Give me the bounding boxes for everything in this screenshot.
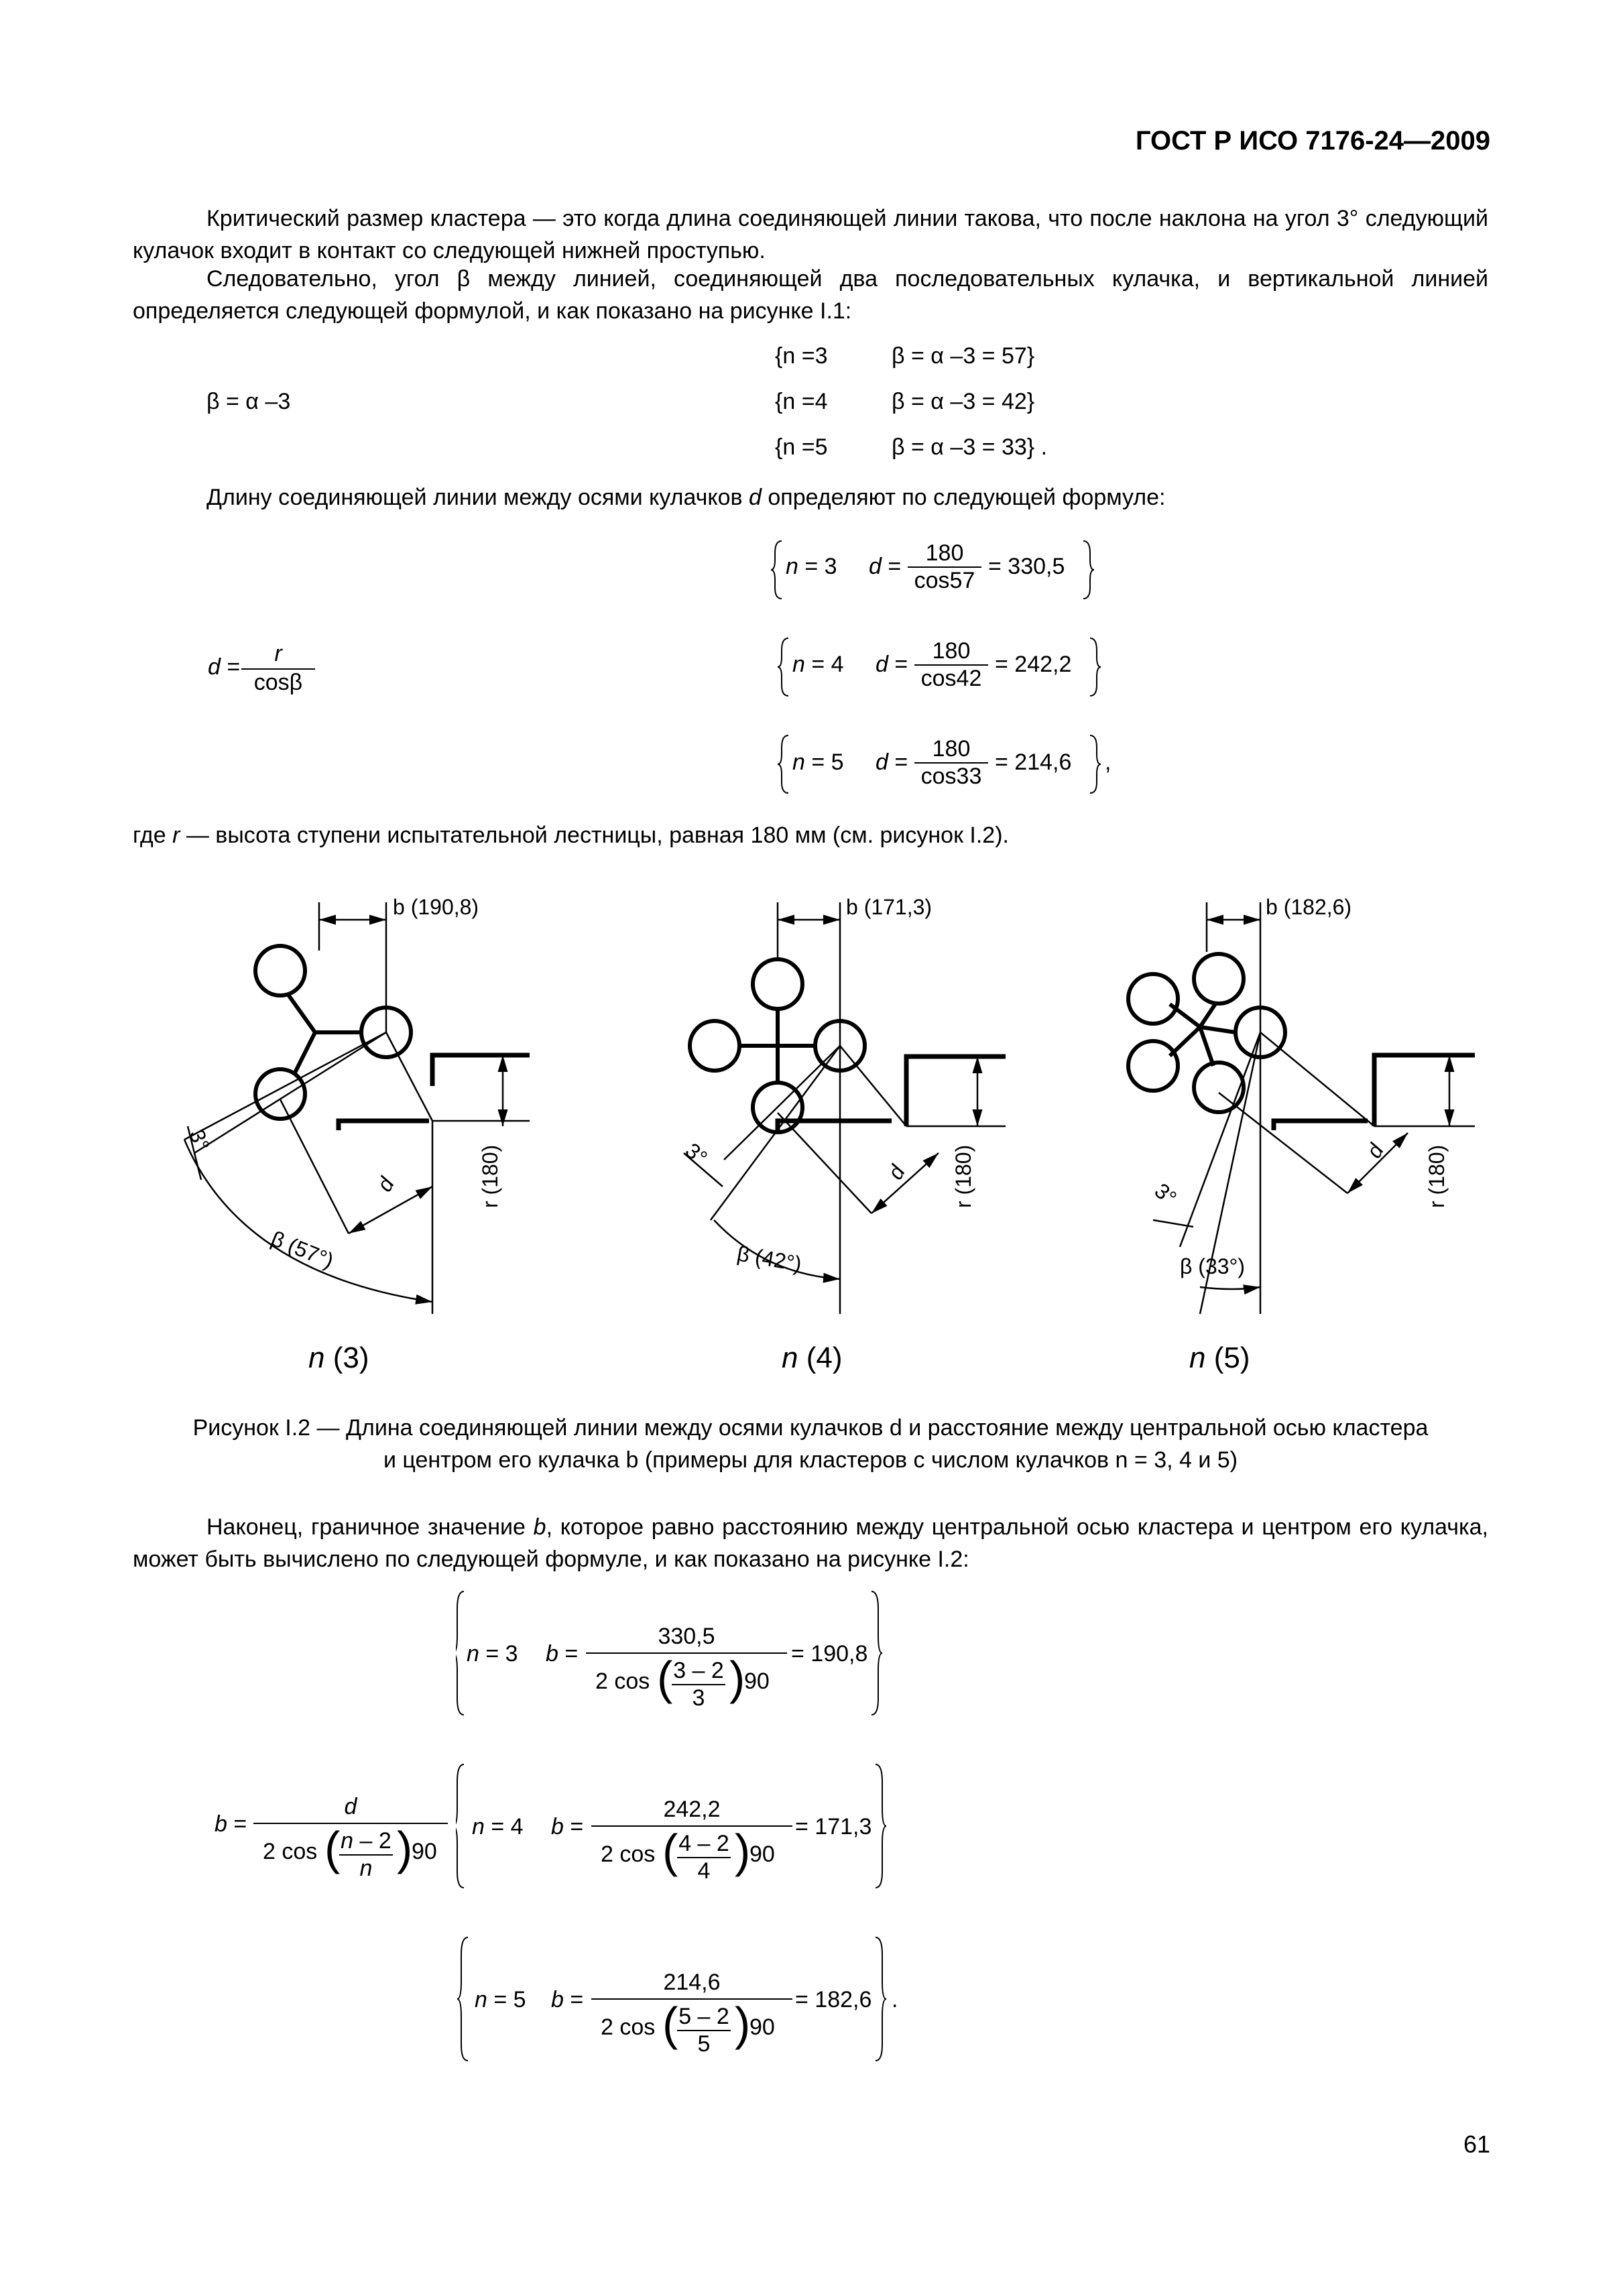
angle-label-n5: 3° [1150, 1178, 1182, 1211]
formula-b-last-punct: . [892, 1987, 898, 2012]
panel-n5 [1128, 902, 1475, 1314]
formula-b-n4: n = 4 [472, 1814, 524, 1839]
formula-beta-n5: {n =5 [775, 434, 828, 460]
formula-d-n3: n = 3 [786, 554, 837, 579]
formula-beta-n4-expr: β = α –3 = 42} [892, 389, 1035, 414]
angle-label-n3: 3° [184, 1126, 215, 1154]
formula-b-n4-result: = 171,3 [795, 1814, 872, 1839]
d-label-n3: d [371, 1173, 399, 1196]
formula-beta-n4: {n =4 [775, 389, 828, 414]
formula-b-n4-fraction: 242,2 2 cos ( 4 – 2 4 ) 90 [591, 1797, 792, 1880]
formula-d-n4-d: d = [876, 652, 908, 677]
d-label-n5: d [1361, 1140, 1388, 1162]
figure-caption-line2: и центром его кулачка b (примеры для кластеров с числом кулачков n = 3, 4 и 5) [383, 1447, 1238, 1473]
formula-b-n5: n = 5 [475, 1987, 526, 2012]
formula-d-lhs: d = [208, 654, 241, 680]
formula-d-last-punct: , [1105, 749, 1111, 775]
figure-caption-line1: Рисунок I.2 — Длина соединяющей линии между осями кулачков d и расстояние между центральной осью кластера [192, 1415, 1429, 1441]
formula-d-n5-d: d = [876, 749, 908, 775]
formula-b-fraction: d 2 cos ( n – 2 n ) 90 [253, 1794, 448, 1878]
formula-b-n5-b: b = [551, 1987, 584, 2012]
b-label-n5: b (182,6) [1266, 895, 1352, 919]
formula-beta-n3-expr: β = α –3 = 57} [892, 343, 1035, 369]
angle-label-n4: 3° [680, 1138, 713, 1170]
b-label-n3: b (190,8) [393, 895, 479, 919]
beta-label-n4: β (42°) [735, 1241, 804, 1276]
r-label-n3: r (180) [478, 1144, 502, 1208]
paragraph-beta-angle: Следовательно, угол β между линией, соединяющей два последовательных кулачка, и вертикальной линией определяется следующей формулой, и как показано на рисунке I.1: [133, 266, 1488, 324]
formula-d-n3-result: = 330,5 [988, 554, 1065, 579]
formula-d-n4-result: = 242,2 [995, 652, 1072, 677]
panel-n3 [184, 902, 530, 1314]
panel-n4 [684, 902, 1006, 1314]
formula-beta-n3: {n =3 [775, 343, 828, 369]
formula-d-n4: n = 4 [792, 652, 844, 677]
panel-label-n4: n (4) [782, 1341, 843, 1374]
paragraph-b-value: Наконец, граничное значение b, которое равно расстоянию между центральной осью кластера и центром его кулачка, может быть вычислено по следующей формуле, и как показано на рисунке I.2: [133, 1514, 1488, 1572]
formula-b-n5-result: = 182,6 [795, 1987, 872, 2012]
formula-d-n3-d: d = [869, 554, 902, 579]
formula-d-n3-fraction: 180 cos57 [908, 540, 981, 594]
r-label-n4: r (180) [951, 1144, 975, 1208]
formula-b-n4-b: b = [551, 1814, 584, 1839]
panel-label-n5: n (5) [1189, 1341, 1250, 1374]
r-label-n5: r (180) [1425, 1144, 1449, 1208]
page-number: 61 [1463, 2130, 1490, 2158]
formula-b-n3-result: = 190,8 [791, 1641, 868, 1667]
paragraph-d-length: Длину соединяющей линии между осями кулачков d определяют по следующей формуле: [206, 485, 1166, 510]
paragraph-r-definition: где r — высота ступени испытательной лестницы, равная 180 мм (см. рисунок I.2). [133, 823, 1009, 848]
formula-beta-main: β = α –3 [206, 389, 291, 414]
beta-label-n3: β (57°) [267, 1226, 337, 1273]
formula-beta-n5-expr: β = α –3 = 33} . [892, 434, 1048, 460]
formula-b-n3-fraction: 330,5 2 cos ( 3 – 2 3 ) 90 [586, 1624, 787, 1707]
d-label-n4: d [882, 1161, 910, 1184]
formula-b-n3: n = 3 [467, 1641, 518, 1667]
formula-b-n3-b: b = [546, 1641, 579, 1667]
figure-cluster-diagrams [0, 871, 1623, 1394]
b-label-n4: b (171,3) [846, 895, 933, 919]
formula-b-lhs: b = [215, 1811, 247, 1837]
formula-d-n5-fraction: 180 cos33 [914, 736, 988, 790]
panel-label-n3: n (3) [308, 1341, 369, 1374]
formula-d-fraction: r cosβ [241, 641, 315, 696]
formula-d-n5-result: = 214,6 [995, 749, 1072, 775]
formula-d-n4-fraction: 180 cos42 [914, 638, 988, 692]
formula-b-n5-fraction: 214,6 2 cos ( 5 – 2 5 ) 90 [591, 1970, 792, 2053]
paragraph-cluster-size: Критический размер кластера — это когда длина соединяющей линии такова, что после наклона на угол 3° следующий кулачок входит в контакт со следующей нижней проступью. [133, 206, 1488, 263]
beta-label-n5: β (33°) [1180, 1254, 1245, 1278]
formula-d-n5: n = 5 [792, 749, 844, 775]
document-header: ГОСТ Р ИСО 7176-24—2009 [1135, 126, 1490, 156]
